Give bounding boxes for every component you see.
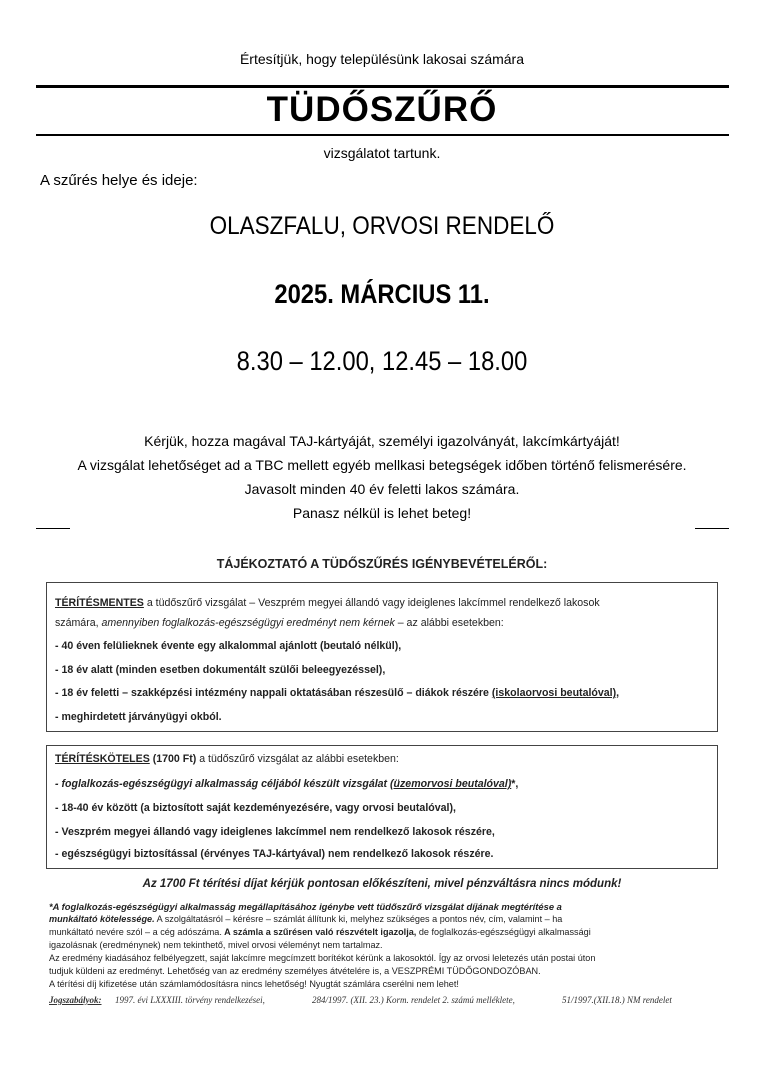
law-item: 51/1997.(XII.18.) NM rendelet xyxy=(562,995,672,1005)
note-line: Kérjük, hozza magával TAJ-kártyáját, személyi igazolványát, lakcímkártyáját! xyxy=(144,433,620,449)
title-bottom-rule xyxy=(36,134,729,136)
footnote-line3-bold: A számla a szűrésen való részvételt igazolja, xyxy=(221,927,417,937)
free-condition xyxy=(55,617,711,629)
free-item3-a: - 18 év feletti – szakképzési intézmény nappali oktatásában részesülő – diákok részére xyxy=(55,687,492,699)
law-item: 1997. évi LXXXIII. törvény rendelkezései, xyxy=(115,995,265,1005)
free-screening-box xyxy=(46,582,718,732)
notice-text: Értesítjük, hogy településünk lakosai számára xyxy=(239,51,525,67)
paid-item xyxy=(55,778,711,790)
free-item: - 40 éven felülieknek évente egy alkalommal ajánlott (beutaló nélkül), xyxy=(55,640,402,652)
right-divider xyxy=(695,528,729,529)
event-hours: 8.30 – 12.00, 12.45 – 18.00 xyxy=(236,346,528,376)
free-keyword: TÉRÍTÉSMENTES xyxy=(55,597,144,609)
footnote-line: tudjuk küldeni az eredményt. Lehetőség van az eredmény személyes átvételére is, a VESZPRÉMI TÜDŐGONDOZÓBAN. xyxy=(49,966,541,976)
event-place: OLASZFALU, ORVOSI RENDELŐ xyxy=(209,212,555,240)
footnote-line xyxy=(49,914,562,924)
paid-price: (1700 Ft) xyxy=(149,753,197,765)
paid-item: - egészségügyi biztosítással (érvényes TAJ-kártyával) nem rendelkező lakosok részére. xyxy=(55,848,494,860)
paid-screening-box xyxy=(46,745,718,869)
paid-item1-a: - foglalkozás-egészségügyi alkalmasság céljából készült vizsgálat xyxy=(55,778,391,790)
paid-intro-rest: a tüdőszűrő vizsgálat az alábbi esetekben: xyxy=(196,753,399,765)
footnote-line: A térítési díj kifizetése után számlamódosításra nincs lehetőség! Nyugtát számlára cserélni nem lehet! xyxy=(49,979,459,989)
paid-item1-link: (üzemorvosi beutalóval) xyxy=(390,778,512,790)
free-item3-link: (iskolaorvosi beutalóval) xyxy=(491,687,617,699)
free-item3-b: , xyxy=(616,687,620,699)
event-date: 2025. MÁRCIUS 11. xyxy=(274,279,490,309)
footnote-line2-rest: A szolgáltatásról – kérésre – számlát állítunk ki, melyhez szükséges a pontos név, cím, valamint – ha xyxy=(154,914,563,924)
paid-intro xyxy=(55,753,711,765)
free-item xyxy=(55,687,711,699)
note-line: A vizsgálat lehetőséget ad a TBC mellett egyéb mellkasi betegségek időben történő felismerésére. xyxy=(77,457,687,473)
free-item: - meghirdetett járványügyi okból. xyxy=(55,711,222,723)
paid-item: - Veszprém megyei állandó vagy ideiglenes lakcímmel nem rendelkező lakosok részére, xyxy=(55,826,495,838)
free-intro xyxy=(55,597,711,609)
free-item: - 18 év alatt (minden esetben dokumentált szülői beleegyezéssel), xyxy=(55,664,386,676)
footnote-line: *A foglalkozás-egészségügyi alkalmasság megállapításához igénybe vett tüdőszűrő vizsgálat díjának megtérítése a xyxy=(49,901,562,912)
note-line: Javasolt minden 40 év feletti lakos számára. xyxy=(244,481,520,497)
footnote-line3: munkáltató nevére szól – a cég adószáma. xyxy=(49,927,222,937)
payment-note: Az 1700 Ft térítési díjat kérjük pontosan előkészíteni, mivel pénzváltásra nincs módunk! xyxy=(142,878,622,890)
law-item: 284/1997. (XII. 23.) Korm. rendelet 2. számú melléklete, xyxy=(312,995,515,1005)
page-title: TÜDŐSZŰRŐ xyxy=(266,90,498,129)
laws-row xyxy=(49,995,729,1005)
free-condition-a: számára, xyxy=(55,617,102,629)
paid-item: - 18-40 év között (a biztosított saját kezdeményezésére, vagy orvosi beutalóval), xyxy=(55,802,456,814)
footnote-line xyxy=(49,927,591,937)
title-top-rule xyxy=(36,85,729,88)
footnote-line: igazolásnak (eredménynek) nem tekinthető, mivel orvosi véleményt nem tartalmaz. xyxy=(49,940,383,950)
free-condition-b: – az alábbi esetekben: xyxy=(394,617,504,629)
laws-label: Jogszabályok: xyxy=(49,995,102,1005)
free-condition-italic: amennyiben foglalkozás-egészségügyi eredményt nem kérnek xyxy=(101,617,395,629)
note-line: Panasz nélkül is lehet beteg! xyxy=(292,505,472,521)
subtitle-text: vizsgálatot tartunk. xyxy=(323,145,441,161)
footnote-employer-duty: munkáltató kötelessége. xyxy=(49,914,155,924)
footnote-line: Az eredmény kiadásához felbélyegzett, saját lakcímre megcímzett borítékot kérünk a lakosoktól. Így az orvosi leletezés után postai úton xyxy=(49,953,596,963)
location-label: A szűrés helye és ideje: xyxy=(40,172,198,189)
paid-item1-b: *, xyxy=(511,778,519,790)
info-heading: TÁJÉKOZTATÓ A TÜDŐSZŰRÉS IGÉNYBEVÉTELÉRŐL: xyxy=(216,557,548,571)
footnote-line3-rest: de foglalkozás-egészségügyi alkalmassági xyxy=(416,927,591,937)
paid-keyword: TÉRÍTÉSKÖTELES xyxy=(55,753,150,765)
left-divider xyxy=(36,528,70,529)
free-intro-rest: a tüdőszűrő vizsgálat – Veszprém megyei állandó vagy ideiglenes lakcímmel rendelkező lakosok xyxy=(143,597,600,609)
